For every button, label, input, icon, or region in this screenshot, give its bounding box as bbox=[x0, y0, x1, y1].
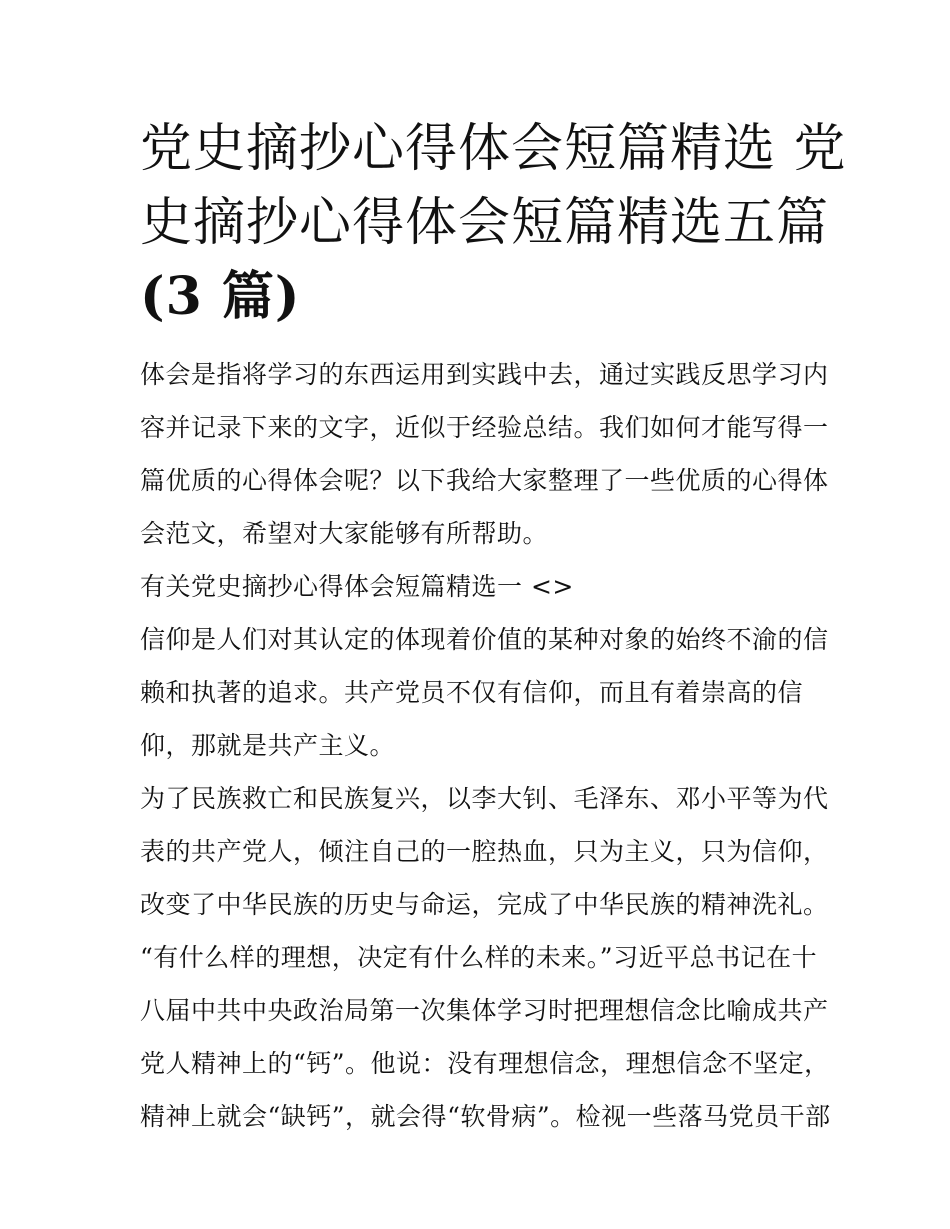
paragraph-line: 八届中共中央政治局第一次集体学习时把理想信念比喻成共产 bbox=[140, 996, 829, 1025]
paragraph-line: “有什么样的理想，决定有什么样的未来。”习近平总书记在十 bbox=[140, 943, 818, 972]
paragraph-line: 改变了中华民族的历史与命运，完成了中华民族的精神洗礼。 bbox=[140, 890, 829, 919]
title-line-3: (3 篇) bbox=[140, 266, 301, 327]
section-heading: 有关党史摘抄心得体会短篇精选一 <> bbox=[140, 572, 574, 601]
intro-line: 容并记录下来的文字，近似于经验总结。我们如何才能写得一 bbox=[140, 413, 829, 442]
paragraph-line: 党人精神上的“钙”。他说：没有理想信念，理想信念不坚定， bbox=[140, 1049, 830, 1078]
document-page bbox=[140, 112, 847, 1143]
paragraph-line: 为了民族救亡和民族复兴，以李大钊、毛泽东、邓小平等为代 bbox=[140, 784, 829, 813]
paragraph-line: 精神上就会“缺钙”，就会得“软骨病”。检视一些落马党员干部 bbox=[140, 1102, 831, 1131]
paragraph-1 bbox=[140, 613, 829, 772]
intro-line: 会范文，希望对大家能够有所帮助。 bbox=[140, 519, 549, 548]
paragraph-line: 信仰是人们对其认定的体现着价值的某种对象的始终不渝的信 bbox=[140, 625, 829, 654]
title-line-2: 史摘抄心得体会短篇精选五篇 bbox=[140, 193, 830, 253]
title-line-1: 党史摘抄心得体会短篇精选 党 bbox=[140, 119, 847, 179]
document-title bbox=[140, 112, 847, 334]
paragraph-line: 仰，那就是共产主义。 bbox=[140, 731, 396, 760]
paragraph-2 bbox=[140, 772, 831, 1143]
intro-paragraph bbox=[140, 348, 829, 560]
paragraph-line: 赖和执著的追求。共产党员不仅有信仰，而且有着崇高的信 bbox=[140, 678, 804, 707]
paragraph-line: 表的共产党人，倾注自己的一腔热血，只为主义，只为信仰， bbox=[140, 837, 829, 866]
intro-line: 体会是指将学习的东西运用到实践中去，通过实践反思学习内 bbox=[140, 360, 829, 389]
intro-line: 篇优质的心得体会呢？以下我给大家整理了一些优质的心得体 bbox=[140, 466, 829, 495]
